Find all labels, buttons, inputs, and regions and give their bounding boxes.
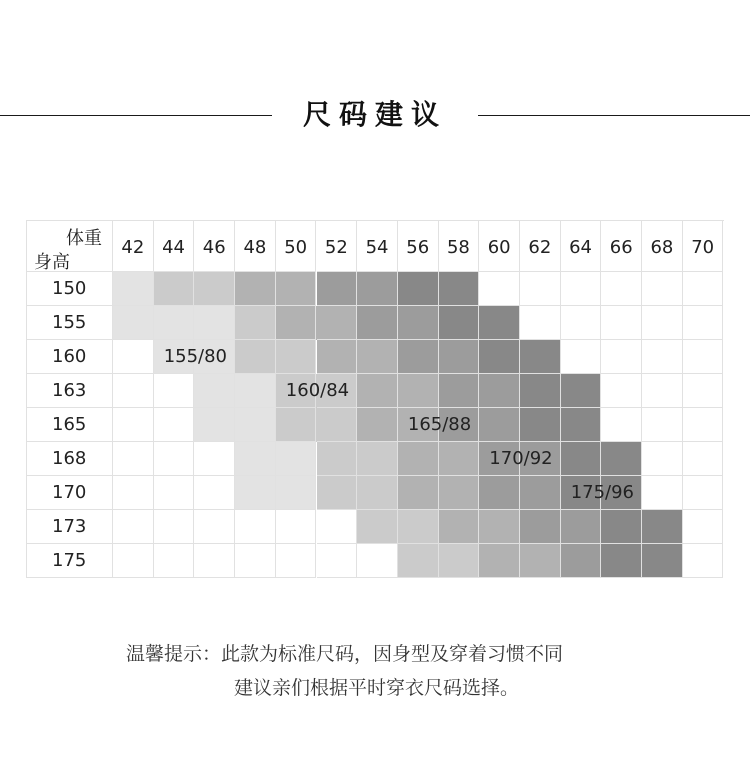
grid-cell bbox=[194, 374, 235, 408]
grid-cell bbox=[601, 340, 642, 374]
tip-line-1: 温馨提示：此款为标准尺码，因身型及穿着习惯不同 bbox=[126, 643, 564, 665]
grid-cell bbox=[154, 442, 195, 476]
grid-cell bbox=[561, 442, 602, 476]
grid-cell bbox=[357, 510, 398, 544]
height-row-header: 173 bbox=[26, 510, 113, 544]
grid-cell bbox=[683, 510, 724, 544]
grid-cell bbox=[276, 340, 317, 374]
grid-cell bbox=[642, 374, 683, 408]
grid-cell bbox=[642, 442, 683, 476]
corner-height-label: 身高 bbox=[34, 252, 70, 273]
weight-header-cell: 52 bbox=[317, 220, 358, 272]
grid-cell bbox=[235, 544, 276, 578]
weight-header-cell: 54 bbox=[357, 220, 398, 272]
grid-cell bbox=[398, 442, 439, 476]
grid-cell bbox=[194, 544, 235, 578]
grid-cell bbox=[561, 544, 602, 578]
grid-cell bbox=[113, 544, 154, 578]
grid-cell bbox=[113, 374, 154, 408]
grid-cell bbox=[357, 340, 398, 374]
grid-cell bbox=[154, 544, 195, 578]
grid-cell bbox=[439, 510, 480, 544]
grid-cell bbox=[642, 476, 683, 510]
grid-cell bbox=[561, 510, 602, 544]
grid-cell bbox=[642, 510, 683, 544]
grid-cell bbox=[479, 306, 520, 340]
grid-cell bbox=[601, 442, 642, 476]
grid-cell bbox=[683, 476, 724, 510]
grid-cell bbox=[154, 272, 195, 306]
grid-cell bbox=[276, 510, 317, 544]
size-recommendation-label: 155/80 bbox=[163, 346, 228, 367]
weight-header-cell: 46 bbox=[194, 220, 235, 272]
grid-cell bbox=[113, 442, 154, 476]
grid-cell bbox=[194, 272, 235, 306]
grid-cell bbox=[642, 544, 683, 578]
grid-cell bbox=[520, 306, 561, 340]
grid-cell bbox=[520, 408, 561, 442]
grid-cell bbox=[317, 306, 358, 340]
grid-cell bbox=[479, 340, 520, 374]
grid-cell bbox=[357, 272, 398, 306]
grid-cell bbox=[398, 306, 439, 340]
grid-cell bbox=[113, 306, 154, 340]
grid-cell bbox=[601, 408, 642, 442]
grid-cell bbox=[601, 374, 642, 408]
grid-cell bbox=[276, 306, 317, 340]
grid-cell bbox=[398, 510, 439, 544]
grid-cell bbox=[439, 374, 480, 408]
grid-cell bbox=[154, 476, 195, 510]
grid-cell bbox=[601, 510, 642, 544]
grid-cell bbox=[113, 510, 154, 544]
grid-cell bbox=[479, 510, 520, 544]
grid-cell bbox=[561, 340, 602, 374]
grid-cell bbox=[683, 306, 724, 340]
grid-cell bbox=[357, 374, 398, 408]
grid-cell bbox=[317, 442, 358, 476]
grid-cell bbox=[683, 374, 724, 408]
grid-cell bbox=[642, 272, 683, 306]
grid-cell bbox=[601, 544, 642, 578]
weight-header-cell: 70 bbox=[683, 220, 724, 272]
grid-cell bbox=[235, 374, 276, 408]
grid-cell bbox=[479, 374, 520, 408]
grid-cell bbox=[235, 340, 276, 374]
weight-header-cell: 62 bbox=[520, 220, 561, 272]
grid-cell bbox=[683, 340, 724, 374]
size-recommendation-label: 160/84 bbox=[285, 380, 350, 401]
grid-cell bbox=[357, 476, 398, 510]
weight-header-cell: 50 bbox=[276, 220, 317, 272]
grid-cell bbox=[398, 544, 439, 578]
grid-cell bbox=[520, 510, 561, 544]
corner-weight-label: 体重 bbox=[66, 228, 102, 249]
grid-cell bbox=[520, 374, 561, 408]
grid-cell bbox=[113, 272, 154, 306]
grid-cell bbox=[276, 272, 317, 306]
grid-cell bbox=[276, 442, 317, 476]
weight-header-cell: 60 bbox=[479, 220, 520, 272]
grid-cell bbox=[154, 374, 195, 408]
grid-cell bbox=[357, 408, 398, 442]
grid-cell bbox=[683, 272, 724, 306]
weight-header-cell: 48 bbox=[235, 220, 276, 272]
grid-cell bbox=[479, 476, 520, 510]
grid-cell bbox=[479, 408, 520, 442]
grid-cell bbox=[439, 340, 480, 374]
grid-cell bbox=[317, 272, 358, 306]
grid-cell bbox=[683, 408, 724, 442]
grid-cell bbox=[683, 544, 724, 578]
weight-header-cell: 56 bbox=[398, 220, 439, 272]
grid-cell bbox=[398, 340, 439, 374]
height-row-header: 163 bbox=[26, 374, 113, 408]
grid-cell bbox=[479, 544, 520, 578]
height-row-header: 175 bbox=[26, 544, 113, 578]
grid-cell bbox=[561, 374, 602, 408]
grid-cell bbox=[561, 408, 602, 442]
grid-cell bbox=[357, 442, 398, 476]
grid-cell bbox=[357, 544, 398, 578]
grid-cell bbox=[235, 408, 276, 442]
grid-cell bbox=[317, 510, 358, 544]
grid-cell bbox=[439, 544, 480, 578]
grid-cell bbox=[439, 306, 480, 340]
grid-cell bbox=[357, 306, 398, 340]
grid-cell bbox=[154, 510, 195, 544]
grid-cell bbox=[642, 340, 683, 374]
grid-cell bbox=[520, 476, 561, 510]
grid-cell bbox=[276, 476, 317, 510]
grid-cell bbox=[520, 272, 561, 306]
weight-header-cell: 64 bbox=[561, 220, 602, 272]
grid-cell bbox=[561, 272, 602, 306]
grid-cell bbox=[235, 476, 276, 510]
title-left-rule bbox=[0, 115, 272, 116]
grid-cell bbox=[398, 476, 439, 510]
grid-cell bbox=[520, 544, 561, 578]
grid-cell bbox=[561, 306, 602, 340]
grid-cell bbox=[439, 476, 480, 510]
size-recommendation-label: 170/92 bbox=[489, 448, 553, 469]
height-row-header: 150 bbox=[26, 272, 113, 306]
size-chart-table bbox=[26, 220, 724, 578]
height-row-header: 168 bbox=[26, 442, 113, 476]
grid-cell bbox=[154, 408, 195, 442]
weight-header-cell: 44 bbox=[154, 220, 195, 272]
grid-cell bbox=[235, 442, 276, 476]
grid-cell bbox=[235, 306, 276, 340]
grid-cell bbox=[398, 374, 439, 408]
tip-line-2: 建议亲们根据平时穿衣尺码选择。 bbox=[234, 677, 520, 699]
grid-cell bbox=[235, 272, 276, 306]
grid-cell bbox=[317, 476, 358, 510]
grid-cell bbox=[194, 476, 235, 510]
grid-cell bbox=[479, 272, 520, 306]
grid-cell bbox=[194, 306, 235, 340]
grid-cell bbox=[601, 306, 642, 340]
grid-cell bbox=[194, 510, 235, 544]
height-row-header: 165 bbox=[26, 408, 113, 442]
grid-cell bbox=[154, 306, 195, 340]
grid-cell bbox=[194, 408, 235, 442]
grid-cell bbox=[398, 272, 439, 306]
grid-cell bbox=[113, 340, 154, 374]
weight-header-cell: 68 bbox=[642, 220, 683, 272]
grid-cell bbox=[113, 476, 154, 510]
weight-header-cell: 58 bbox=[439, 220, 480, 272]
grid-cell bbox=[683, 442, 724, 476]
grid-cell bbox=[520, 340, 561, 374]
grid-cell bbox=[276, 544, 317, 578]
grid-cell bbox=[317, 340, 358, 374]
grid-cell bbox=[601, 272, 642, 306]
grid-cell bbox=[642, 408, 683, 442]
grid-cell bbox=[317, 544, 358, 578]
height-row-header: 155 bbox=[26, 306, 113, 340]
size-recommendation-label: 175/96 bbox=[570, 482, 635, 503]
grid-cell bbox=[194, 442, 235, 476]
title-right-rule bbox=[478, 115, 750, 116]
grid-cell bbox=[439, 272, 480, 306]
size-recommendation-label: 165/88 bbox=[407, 414, 472, 435]
page-title: 尺码建议 bbox=[302, 98, 447, 131]
height-row-header: 160 bbox=[26, 340, 113, 374]
weight-header-cell: 66 bbox=[601, 220, 642, 272]
height-row-header: 170 bbox=[26, 476, 113, 510]
grid-cell bbox=[642, 306, 683, 340]
grid-cell bbox=[439, 442, 480, 476]
grid-cell bbox=[317, 408, 358, 442]
grid-cell bbox=[113, 408, 154, 442]
grid-cell bbox=[235, 510, 276, 544]
weight-header-cell: 42 bbox=[113, 220, 154, 272]
grid-cell bbox=[276, 408, 317, 442]
